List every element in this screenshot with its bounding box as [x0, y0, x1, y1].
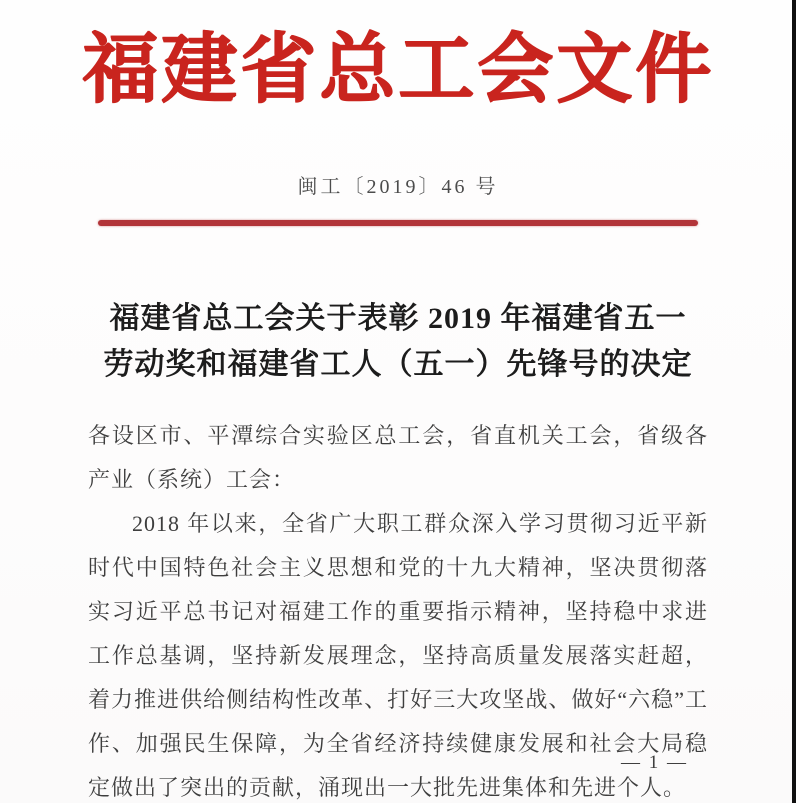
scan-edge-artifact — [792, 0, 796, 803]
red-separator-line — [98, 220, 698, 226]
document-body — [88, 414, 708, 803]
body-paragraph: 2018 年以来，全省广大职工群众深入学习贯彻习近平新时代中国特色社会主义思想和党的十九大精神，坚决贯彻落实习近平总书记对福建工作的重要指示精神，坚持稳中求进工作总基调，坚持新发展理念，坚持高质量发展落实赶超，着力推进供给侧结构性改革、打好三大攻坚战、做好“六稳”工作、加强民生保障，为全省经济持续健康发展和社会大局稳定做出了突出的贡献，涌现出一大批先进集体和先进个人。 — [88, 510, 708, 800]
salutation-paragraph: 各设区市、平潭综合实验区总工会，省直机关工会，省级各产业（系统）工会： — [88, 422, 708, 492]
page-number: — 1 — — [621, 752, 688, 773]
document-number: 闽工〔2019〕46 号 — [297, 175, 499, 198]
document-title-line1: 福建省总工会关于表彰 2019 年福建省五一 — [109, 301, 687, 335]
letterhead-title: 福建省总工会文件 — [82, 28, 714, 112]
document-title-line2: 劳动奖和福建省工人（五一）先锋号的决定 — [103, 347, 693, 381]
document-title — [0, 296, 796, 388]
